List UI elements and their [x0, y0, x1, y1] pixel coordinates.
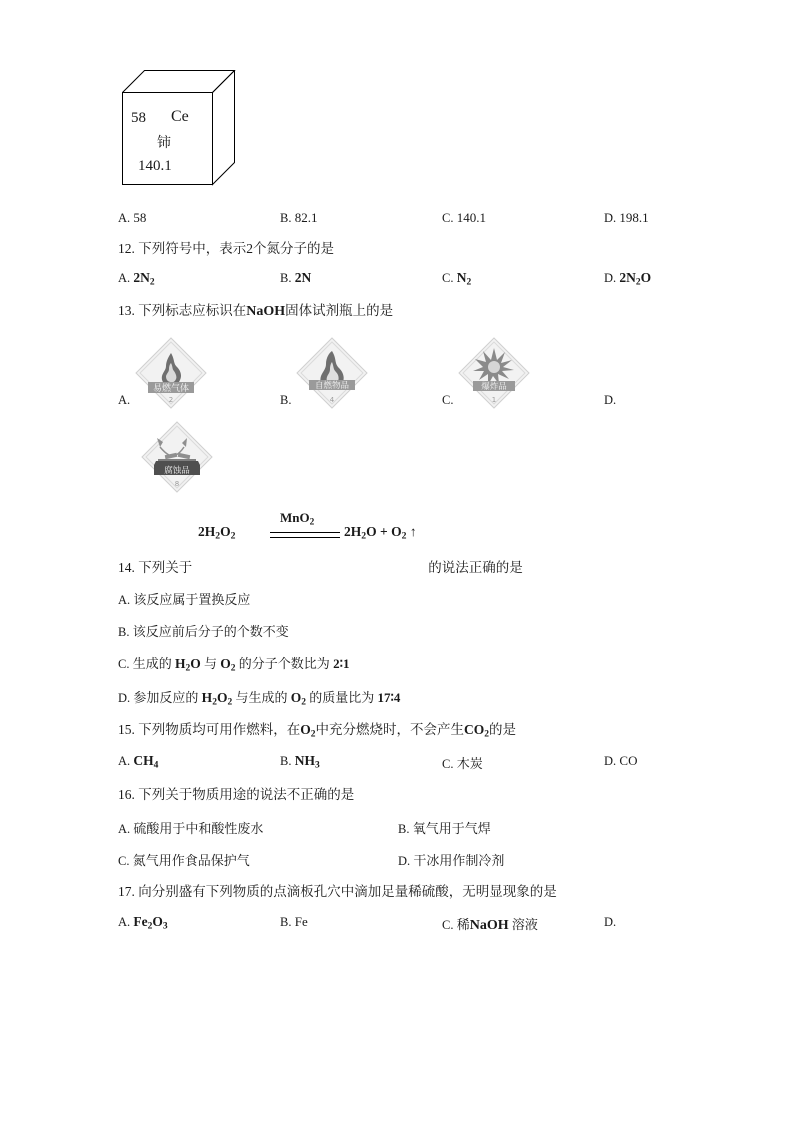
q15-options-row — [118, 753, 678, 772]
q15-option-d[interactable] — [604, 753, 678, 772]
q14-option-d-post: 的质量比为 — [309, 689, 375, 705]
q14-equation-right: $2H_2O + O_2$ ↑ — [344, 523, 417, 542]
q15-option-a[interactable] — [118, 753, 280, 772]
element-symbol: Ce — [171, 108, 189, 125]
q14-stem-post: 的说法正确的是 — [428, 559, 523, 575]
q11-option-d-label: D. — [604, 211, 617, 225]
element-atomic-mass: 140.1 — [138, 158, 172, 174]
q14-option-a-text: 该反应属于置换反应 — [133, 591, 251, 607]
q14-option-c-formula-2: $O_2$ — [220, 655, 236, 674]
q16-stem: 16. 下列关于物质用途的说法不正确的是 — [118, 787, 355, 803]
q16-option-a[interactable] — [118, 818, 398, 837]
q14-option-c-mid: 与 — [204, 655, 218, 671]
explosive-diamond-icon — [457, 336, 531, 410]
q13-option-c[interactable] — [442, 336, 604, 410]
svg-text:4: 4 — [330, 395, 335, 404]
q17-option-c[interactable] — [442, 914, 604, 934]
q15-stem-formula-2: $CO_2$ — [464, 722, 490, 740]
q14-option-b-text: 该反应前后分子的个数不变 — [132, 623, 289, 639]
q14-equation — [198, 510, 678, 554]
q15-stem — [118, 720, 678, 742]
q17-option-c-pre: 稀 — [456, 916, 470, 932]
q15-option-a-formula: $CH_4$ — [133, 753, 159, 771]
q15-option-d-label: D. — [604, 754, 617, 769]
q11-option-c-label: C. — [442, 211, 454, 225]
q11-option-d-text: 198.1 — [619, 210, 649, 225]
q16-option-d-text: 干冰用作制冷剂 — [413, 853, 505, 869]
q11-option-d[interactable] — [604, 210, 678, 226]
q12-option-c-formula: $N_2$ — [456, 270, 472, 288]
q13-option-a[interactable] — [118, 336, 280, 410]
q12-option-d[interactable] — [604, 270, 678, 288]
q15-option-c-text: 木炭 — [456, 756, 483, 772]
q14-stem-pre: 14. 下列关于 — [118, 559, 193, 575]
q14-option-a[interactable] — [118, 589, 678, 608]
q15-option-c[interactable] — [442, 753, 604, 772]
q16-option-b-text: 氧气用于气焊 — [412, 821, 491, 837]
q17-option-d[interactable] — [604, 914, 678, 934]
element-atomic-number: 58 — [131, 110, 146, 126]
q11-options-row — [118, 210, 678, 226]
q13-options-row-1 — [118, 336, 678, 410]
q15-stem-post: 的是 — [489, 722, 517, 738]
q15-stem-formula-1: $O_2$ — [300, 722, 316, 740]
q13-option-c-label: C. — [442, 392, 454, 407]
q17-option-b[interactable] — [280, 914, 442, 934]
q12-option-b-label: B. — [280, 271, 292, 286]
q11-option-a-label: A. — [118, 211, 131, 225]
q13-option-d-label: D. — [604, 392, 617, 407]
q13-option-d[interactable] — [604, 393, 678, 410]
q13-stem-pre: 13. 下列标志应标识在 — [118, 302, 247, 318]
q12-option-d-label: D. — [604, 271, 617, 286]
q15-option-b[interactable] — [280, 753, 442, 772]
q11-option-b[interactable] — [280, 210, 442, 226]
q12-option-b[interactable] — [280, 270, 442, 288]
svg-text:1: 1 — [492, 395, 497, 404]
element-card-cube — [122, 70, 242, 200]
q17-option-b-label: B. — [280, 914, 292, 929]
q14-option-d-formula-2: $O_2$ — [290, 689, 306, 708]
svg-text:8: 8 — [174, 479, 180, 488]
q16-option-b-label: B. — [398, 822, 410, 837]
q12-option-a[interactable] — [118, 270, 280, 288]
q13-option-b-label: B. — [280, 392, 292, 407]
q14-equation-arrow — [270, 532, 340, 538]
q15-stem-pre: 15. 下列物质均可用作燃料，在 — [118, 722, 301, 738]
q16-option-b[interactable] — [398, 818, 678, 837]
spontaneously-combustible-diamond-icon — [295, 336, 369, 410]
svg-text:爆炸品: 爆炸品 — [481, 381, 508, 392]
q13-stem-formula: NaOH — [246, 303, 286, 319]
q14-option-b[interactable] — [118, 621, 678, 640]
q17-option-c-label: C. — [442, 917, 454, 932]
q14-option-a-label: A. — [118, 592, 131, 607]
q14-option-c-label: C. — [118, 656, 130, 671]
q16-option-d[interactable] — [398, 850, 678, 869]
q12-option-c-label: C. — [442, 271, 454, 286]
q17-option-d-label: D. — [604, 914, 617, 929]
q17-option-a-formula: $Fe_2O_3$ — [133, 913, 168, 932]
q14-option-d-formula-1: $H_2O_2$ — [201, 689, 233, 708]
q16-option-c-label: C. — [118, 854, 130, 869]
q17-option-c-formula: NaOH — [469, 917, 509, 933]
q13-stem-post: 固体试剂瓶上的是 — [285, 302, 394, 318]
q17-option-a-label: A. — [118, 914, 131, 929]
q16-option-c[interactable] — [118, 850, 398, 869]
svg-text:易燃气体: 易燃气体 — [153, 383, 190, 394]
q17-option-c-post: 溶液 — [511, 916, 538, 932]
q14-option-c-ratio: 2∶1 — [333, 655, 350, 671]
q14-option-d-mid: 与生成的 — [235, 689, 288, 705]
q11-option-b-label: B. — [280, 211, 292, 225]
q14-equation-left: $2H_2O_2$ — [198, 523, 236, 542]
q12-option-d-formula: $2N_2O$ — [619, 270, 652, 288]
q14-option-c-pre: 生成的 — [132, 655, 172, 671]
element-chinese-name: 铈 — [157, 136, 171, 151]
q16-options-row-1 — [118, 818, 678, 837]
q14-option-c-formula-1: $H_2O$ — [174, 655, 201, 674]
q12-stem: 12. 下列符号中，表示2个氮分子的是 — [118, 241, 334, 256]
q12-option-b-formula: 2N — [294, 270, 312, 286]
q15-option-b-formula: $NH_3$ — [294, 753, 320, 771]
q11-option-a-text: 58 — [133, 210, 147, 225]
q17-options-row — [118, 914, 678, 934]
q12-option-c[interactable] — [442, 270, 604, 288]
svg-text:腐蚀品: 腐蚀品 — [164, 465, 190, 476]
page-content — [118, 70, 678, 934]
q12-option-a-formula: $2N_2$ — [133, 270, 155, 288]
q14-equation-catalyst: MnO$_2$ — [280, 509, 315, 528]
q15-option-a-label: A. — [118, 754, 131, 769]
q14-option-d-ratio: 17∶4 — [377, 689, 401, 705]
cube-outline-icon — [122, 70, 242, 200]
q14-option-b-label: B. — [118, 624, 130, 639]
q15-option-c-label: C. — [442, 757, 454, 772]
corrosive-diamond-icon — [140, 420, 214, 494]
q15-option-d-text: CO — [619, 753, 638, 769]
q16-option-a-text: 硫酸用于中和酸性废水 — [133, 821, 264, 837]
q16-option-c-text: 氮气用作食品保护气 — [132, 853, 250, 869]
svg-text:2: 2 — [168, 395, 174, 404]
q13-stem — [118, 301, 678, 322]
q14-option-d-pre: 参加反应的 — [133, 689, 199, 705]
q11-option-c[interactable] — [442, 210, 604, 226]
q16-option-a-label: A. — [118, 822, 131, 837]
q15-stem-mid: 中充分燃烧时，不会产生 — [315, 722, 465, 738]
q12-option-a-label: A. — [118, 271, 131, 286]
svg-text:自燃物品: 自燃物品 — [315, 380, 350, 391]
flammable-gas-diamond-icon — [134, 336, 208, 410]
q14-option-c[interactable] — [118, 653, 678, 674]
q11-option-c-text: 140.1 — [456, 210, 486, 225]
q16-option-d-label: D. — [398, 854, 411, 869]
q17-option-b-text: Fe — [294, 913, 308, 929]
q15-option-b-label: B. — [280, 754, 292, 769]
q17-stem: 17. 向分别盛有下列物质的点滴板孔穴中滴加足量稀硫酸，无明显现象的是 — [118, 884, 557, 900]
q13-option-a-label: A. — [118, 392, 131, 407]
q14-stem — [118, 556, 678, 576]
q13-options-row-2 — [140, 420, 678, 494]
q16-options-row-2 — [118, 850, 678, 869]
q11-option-b-text: 82.1 — [294, 210, 318, 225]
q17-option-a[interactable] — [118, 914, 280, 934]
q12-options-row — [118, 270, 678, 288]
q14-option-d[interactable] — [118, 687, 678, 708]
q13-option-b[interactable] — [280, 336, 442, 410]
q11-option-a[interactable] — [118, 210, 280, 226]
q14-option-c-post: 的分子个数比为 — [238, 655, 330, 671]
q14-option-d-label: D. — [118, 690, 131, 705]
